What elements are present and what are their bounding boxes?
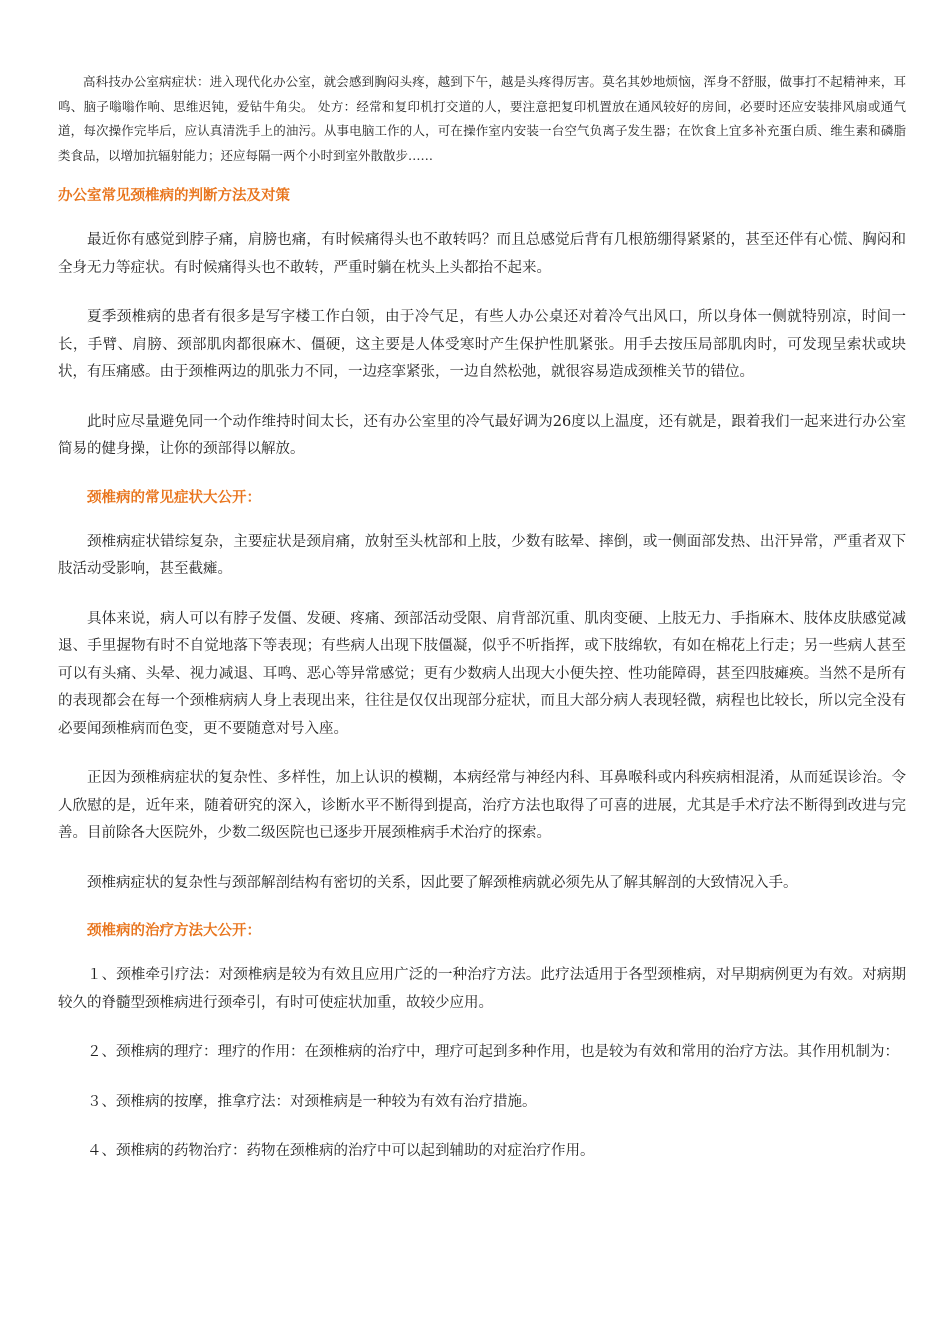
paragraph-6: 正因为颈椎病症状的复杂性、多样性，加上认识的模糊，本病经常与神经内科、耳鼻喉科或内科疾病相混淆，从而延误诊治。令人欣慰的是，近年来，随着研究的深入，诊断水平不断得到提高，治疗方法也取得了可喜的进展，尤其是手术疗法不断得到改进与完善。目前除各大医院外，少数二级医院也已逐步开展颈椎病手术治疗的探索。	[58, 770, 906, 841]
paragraph-5: 具体来说，病人可以有脖子发僵、发硬、疼痛、颈部活动受限、肩背部沉重、肌肉变硬、上肢无力、手指麻木、肢体皮肤感觉减退、手里握物有时不自觉地落下等表现；有些病人出现下肢僵凝，似乎不听指挥，或下肢绵软，有如在棉花上行走；另一些病人甚至可以有头痛、头晕、视力减退、耳鸣、恶心等异常感觉；更有少数病人出现大小便失控、性功能障碍，甚至四肢瘫痪。当然不是所有的表现都会在每一个颈椎病病人身上表现出来，往往是仅仅出现部分症状，而且大部分病人表现轻微，病程也比较长，所以完全没有必要闻颈椎病而色变，更不要随意对号入座。	[58, 610, 906, 737]
paragraph-3: 此时应尽量避免同一个动作维持时间太长，还有办公室里的冷气最好调为26度以上温度，还有就是，跟着我们一起来进行办公室简易的健身操，让你的颈部得以解放。	[58, 413, 906, 457]
section-heading-treatment: 颈椎病的治疗方法大公开：	[87, 923, 261, 939]
treatment-item-2: ２、颈椎病的理疗：理疗的作用：在颈椎病的治疗中，理疗可起到多种作用，也是较为有效和常用的治疗方法。其作用机制为：	[87, 1044, 899, 1060]
treatment-item-4: ４、颈椎病的药物治疗：药物在颈椎病的治疗中可以起到辅助的对症治疗作用。	[87, 1143, 595, 1159]
paragraph-7: 颈椎病症状的复杂性与颈部解剖结构有密切的关系，因此要了解颈椎病就必须先从了解其解剖的大致情况入手。	[87, 874, 798, 891]
paragraph-2: 夏季颈椎病的患者有很多是写字楼工作白领，由于冷气足，有些人办公桌还对着冷气出风口，所以身体一侧就特别凉，时间一长，手臂、肩膀、颈部肌肉都很麻木、僵硬，这主要是人体受寒时产生保护性肌紧张。用手去按压局部肌肉时，可发现呈索状或块状，有压痛感。由于颈椎两边的肌张力不同，一边痉挛紧张，一边自然松弛，就很容易造成颈椎关节的错位。	[58, 309, 906, 380]
section-heading-symptoms: 颈椎病的常见症状大公开：	[87, 489, 261, 506]
intro-paragraph: 高科技办公室病症状：进入现代化办公室，就会感到胸闷头疼，越到下午，越是头疼得厉害。莫名其妙地烦恼，浑身不舒服，做事打不起精神来，耳鸣、脑子嗡嗡作响、思维迟钝，爱钻牛角尖。 处方：经常和复印机打交道的人，要注意把复印机置放在通风较好的房间，必要时还应安装排风扇或通气道，每次操作完毕后，应认真清洗手上的油污。从事电脑工作的人，可在操作室内安装一台空气负离子发生器；在饮食上宜多补充蛋白质、维生素和磷脂类食品，以增加抗辐射能力；还应每隔一两个小时到室外散散步……	[58, 74, 906, 163]
section-heading-main: 办公室常见颈椎病的判断方法及对策	[58, 188, 290, 204]
treatment-item-1: １、颈椎牵引疗法：对颈椎病是较为有效且应用广泛的一种治疗方法。此疗法适用于各型颈椎病，对早期病例更为有效。对病期较久的脊髓型颈椎病进行颈牵引，有时可使症状加重，故较少应用。	[58, 967, 906, 1011]
paragraph-1: 最近你有感觉到脖子痛，肩膀也痛，有时候痛得头也不敢转吗？而且总感觉后背有几根筋绷得紧紧的，甚至还伴有心慌、胸闷和全身无力等症状。有时候痛得头也不敢转，严重时躺在枕头上头都抬不起来。	[58, 232, 906, 276]
paragraph-4: 颈椎病症状错综复杂，主要症状是颈肩痛，放射至头枕部和上肢，少数有眩晕、摔倒，或一侧面部发热、出汗异常，严重者双下肢活动受影响，甚至截瘫。	[58, 533, 906, 577]
document-body	[58, 70, 906, 1166]
treatment-item-3: ３、颈椎病的按摩，推拿疗法：对颈椎病是一种较为有效有治疗措施。	[87, 1093, 537, 1110]
